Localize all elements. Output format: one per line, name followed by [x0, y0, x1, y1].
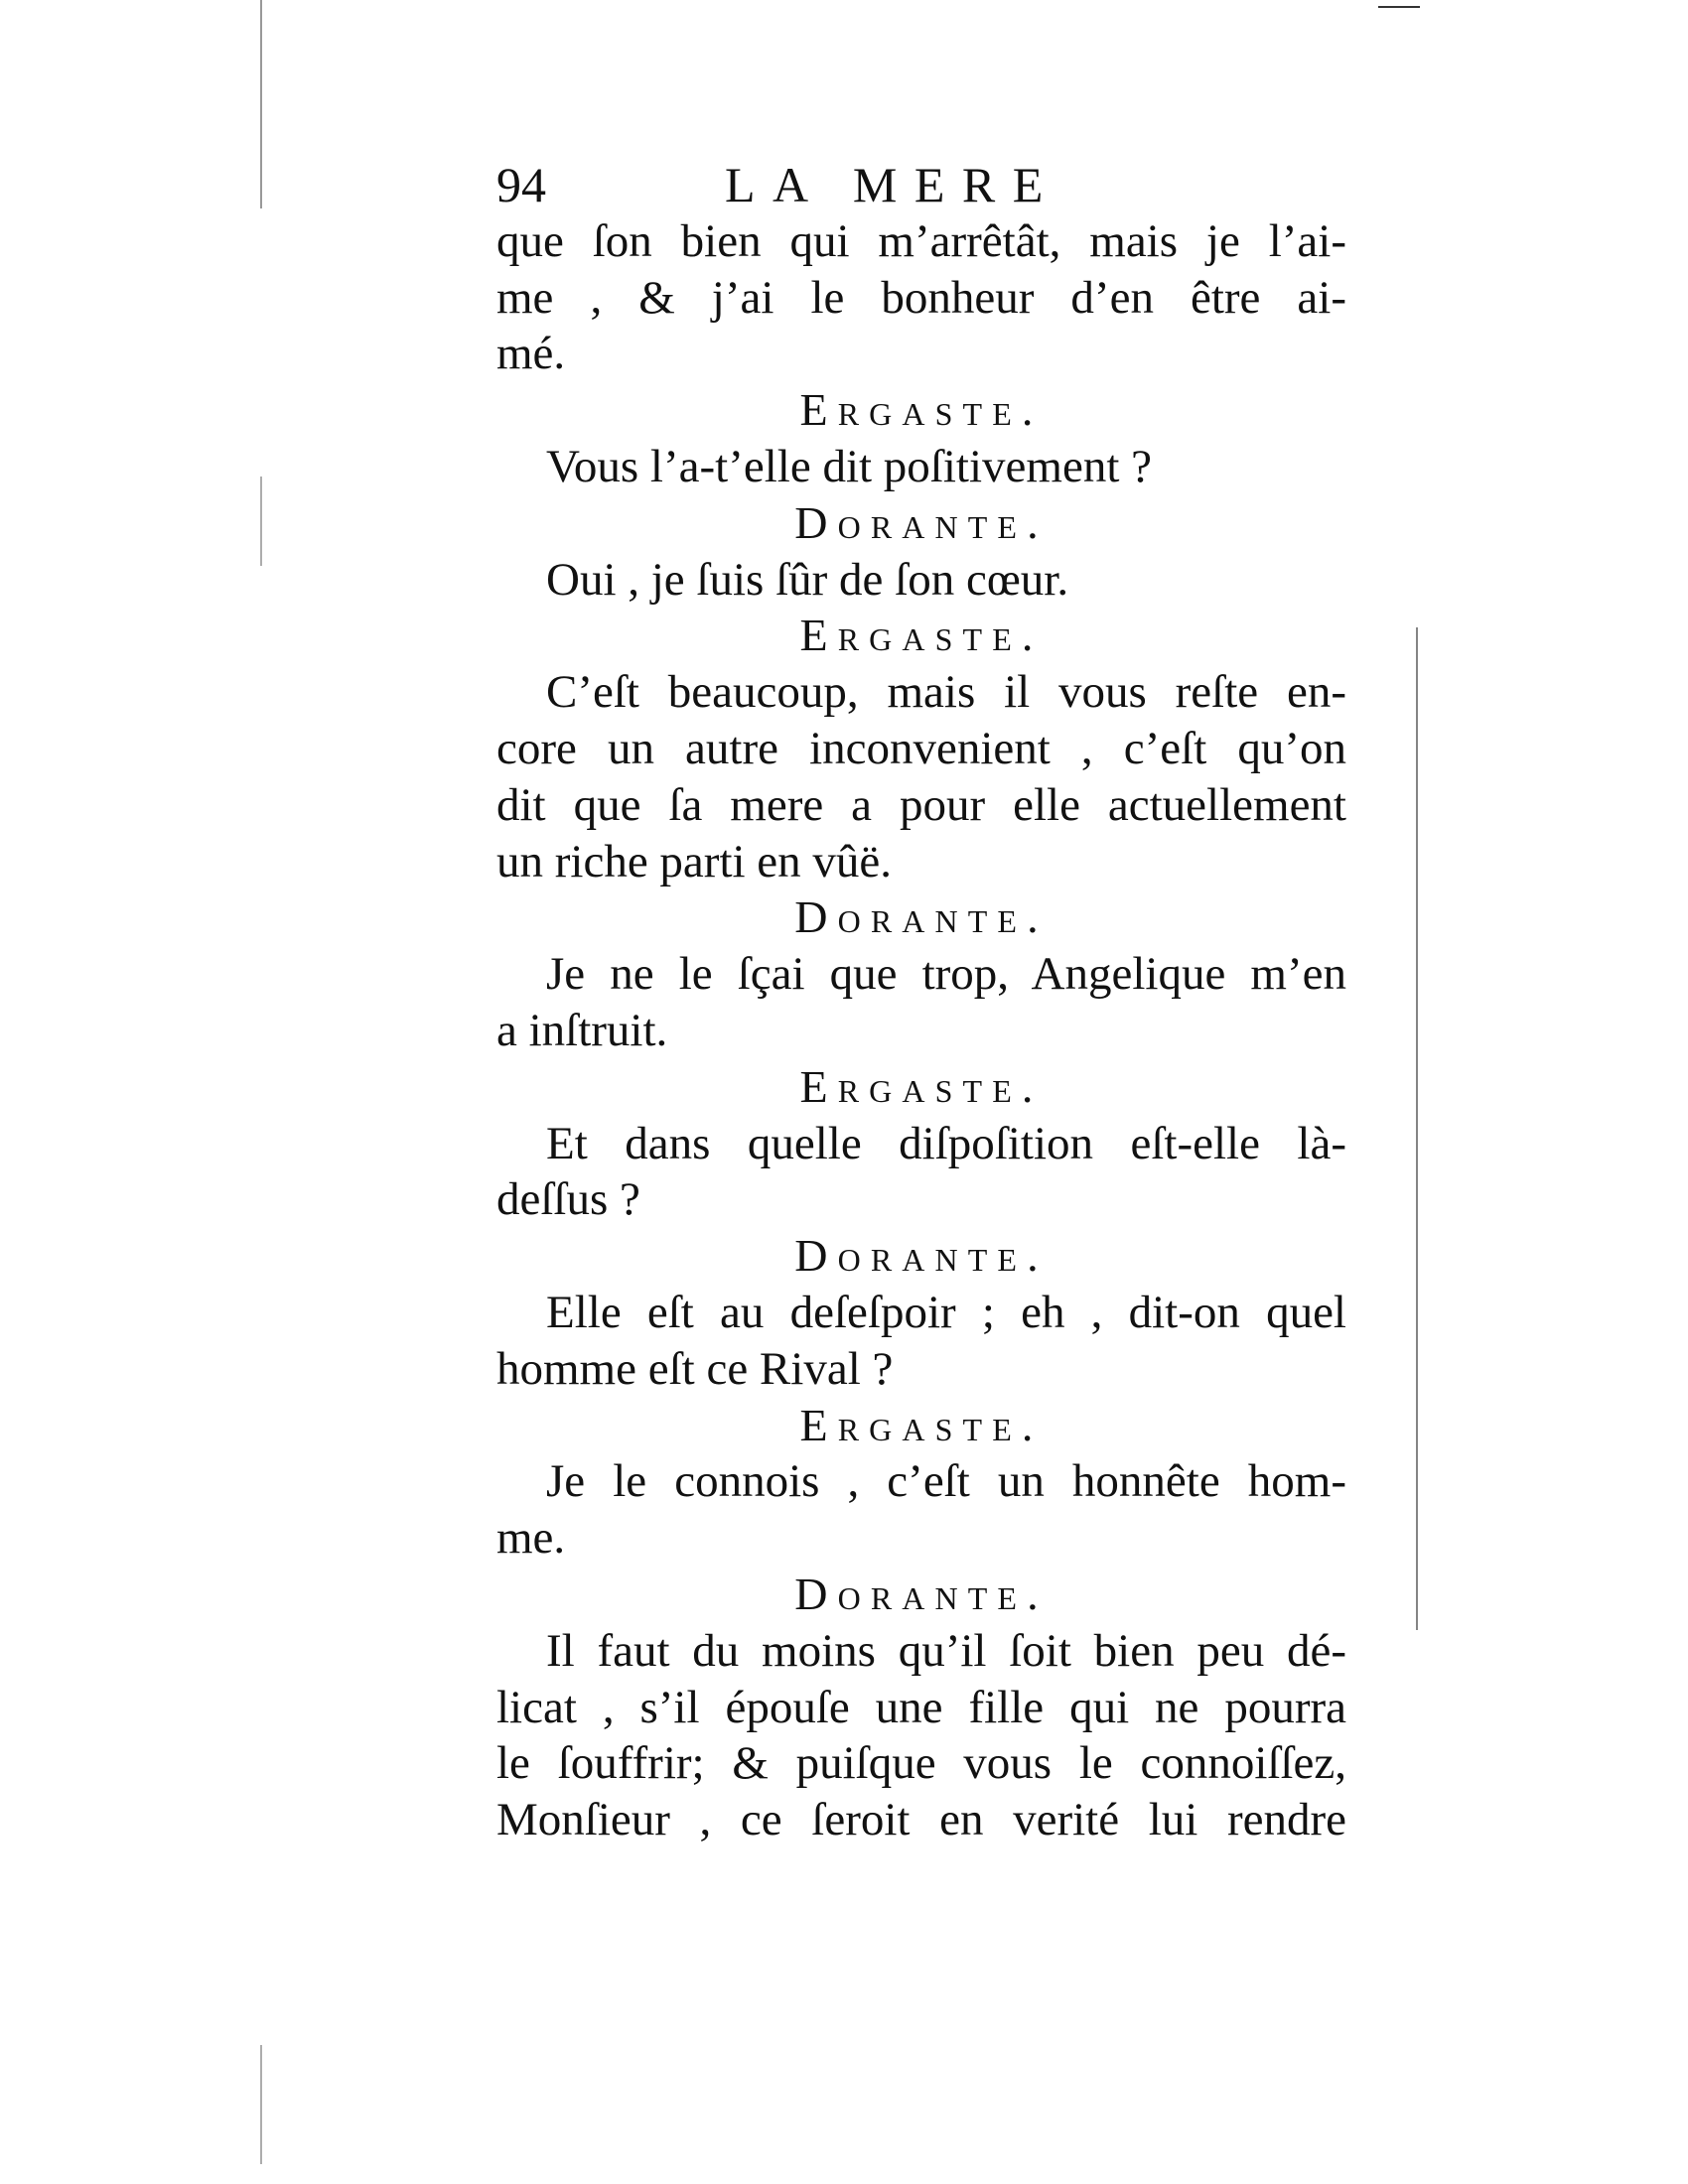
speaker-name: Dorante.: [794, 1230, 1049, 1282]
speaker-name: Ergaste.: [799, 1399, 1044, 1450]
text-line: le ſouffrir; & puiſque vous le connoiſſez,: [496, 1737, 1346, 1790]
speaker-name: Dorante.: [794, 496, 1049, 548]
speaker-name: Dorante.: [794, 1568, 1049, 1619]
text-line: licat , s’il épouſe une fille qui ne pourra: [496, 1681, 1346, 1733]
speaker-name: Ergaste.: [799, 384, 1044, 436]
text-line: core un autre inconvenient , c’eſt qu’on: [496, 722, 1346, 774]
text-line: Elle eſt au deſeſpoir ; eh , dit-on quel: [546, 1286, 1346, 1338]
text-line: un riche parti en vûë.: [496, 835, 893, 887]
text-line: Il faut du moins qu’il ſoit bien peu dé-: [546, 1624, 1346, 1677]
text-line: Oui , je ſuis ſûr de ſon cœur.: [546, 553, 1069, 606]
page-number: 94: [496, 157, 546, 212]
text-line: que ſon bien qui m’arrêtât, mais je l’ai-: [496, 214, 1346, 267]
text-line: dit que ſa mere a pour elle actuellement: [496, 778, 1346, 831]
running-header: [496, 157, 1346, 213]
speaker-name: Ergaste.: [799, 1060, 1044, 1112]
left-margin-line: [260, 2045, 262, 2164]
top-right-dash: [1378, 6, 1420, 8]
right-margin-line: [1416, 627, 1418, 1630]
speaker-name: Ergaste.: [799, 610, 1044, 661]
running-title: LA MERE: [725, 157, 1060, 212]
text-line: a inſtruit.: [496, 1004, 668, 1056]
text-line: C’eſt beaucoup, mais il vous reſte en-: [546, 666, 1346, 719]
text-line: mé.: [496, 328, 566, 380]
text-line: Vous l’a-t’elle dit poſitivement ?: [546, 440, 1152, 492]
page-text: [496, 157, 1346, 1848]
left-margin-line: [260, 477, 262, 566]
left-margin-line: [260, 0, 262, 208]
text-line: Monſieur , ce ſeroit en verité lui rendre: [496, 1794, 1346, 1846]
text-line: homme eſt ce Rival ?: [496, 1342, 894, 1395]
speaker-name: Dorante.: [794, 891, 1049, 943]
text-line: Je ne le ſçai que trop, Angelique m’en: [546, 948, 1346, 1001]
text-line: me , & j’ai le bonheur d’en être ai-: [496, 271, 1346, 324]
body-text: [496, 213, 1346, 1848]
text-line: deſſus ?: [496, 1173, 640, 1226]
text-line: Je le connois , c’eſt un honnête hom-: [546, 1455, 1346, 1508]
text-line: me.: [496, 1512, 566, 1565]
text-line: Et dans quelle diſpoſition eſt-elle là-: [546, 1117, 1346, 1169]
